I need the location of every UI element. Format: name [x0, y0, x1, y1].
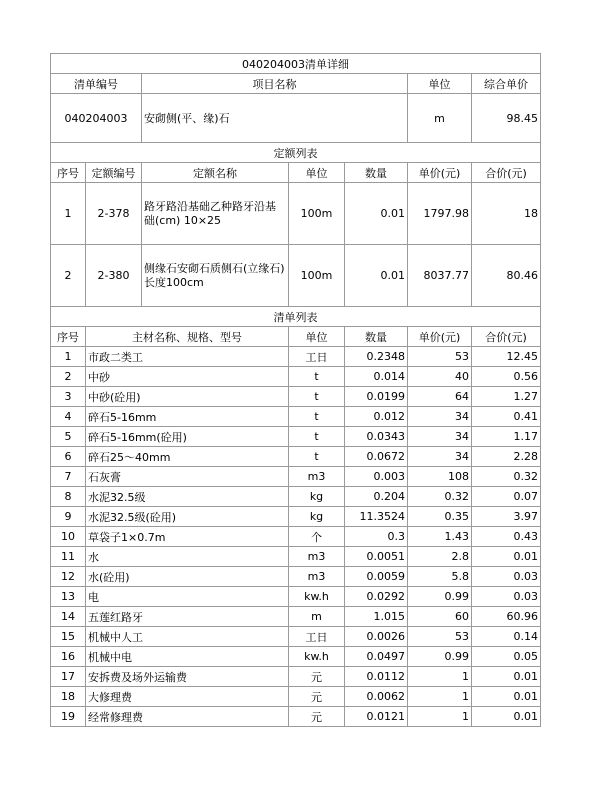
material-price: 34 [408, 447, 472, 467]
material-name: 草袋子1×0.7m [86, 527, 289, 547]
material-price: 2.8 [408, 547, 472, 567]
quota-total: 80.46 [472, 245, 541, 307]
quota-price: 8037.77 [408, 245, 472, 307]
material-unit: kw.h [289, 587, 345, 607]
quota-row [51, 183, 541, 245]
material-no: 13 [51, 587, 86, 607]
material-price: 1.43 [408, 527, 472, 547]
material-qty: 0.003 [345, 467, 408, 487]
material-qty: 0.3 [345, 527, 408, 547]
material-qty: 0.0062 [345, 687, 408, 707]
top-data-row [51, 94, 541, 143]
material-unit: 工日 [289, 627, 345, 647]
material-row [51, 547, 541, 567]
material-name: 大修理费 [86, 687, 289, 707]
quota-qty: 0.01 [345, 183, 408, 245]
material-total: 0.07 [472, 487, 541, 507]
material-price: 64 [408, 387, 472, 407]
material-price: 40 [408, 367, 472, 387]
material-total: 0.01 [472, 547, 541, 567]
quota-code: 2-378 [86, 183, 142, 245]
material-row [51, 367, 541, 387]
bill-code: 040204003 [51, 94, 142, 143]
material-price: 0.35 [408, 507, 472, 527]
material-name: 五莲红路牙 [86, 607, 289, 627]
material-qty: 0.0672 [345, 447, 408, 467]
material-row [51, 467, 541, 487]
quota-unit: 100m [289, 183, 345, 245]
item-unit: m [408, 94, 472, 143]
material-qty: 0.0343 [345, 427, 408, 447]
material-no: 18 [51, 687, 86, 707]
material-total: 0.56 [472, 367, 541, 387]
material-price: 53 [408, 627, 472, 647]
material-row [51, 587, 541, 607]
material-name: 水 [86, 547, 289, 567]
material-total: 1.17 [472, 427, 541, 447]
material-unit: t [289, 447, 345, 467]
material-price: 108 [408, 467, 472, 487]
material-name: 碎石5-16mm [86, 407, 289, 427]
quota-name: 侧缘石安砌石质侧石(立缘石) 长度100cm [142, 245, 289, 307]
quota-name: 路牙路沿基础乙种路牙沿基础(cm) 10×25 [142, 183, 289, 245]
material-unit: kw.h [289, 647, 345, 667]
material-no: 19 [51, 707, 86, 727]
material-qty: 0.0026 [345, 627, 408, 647]
material-no: 7 [51, 467, 86, 487]
quota-row [51, 245, 541, 307]
material-total: 2.28 [472, 447, 541, 467]
material-row [51, 507, 541, 527]
header-item-name: 项目名称 [142, 74, 408, 94]
material-price: 5.8 [408, 567, 472, 587]
material-no: 6 [51, 447, 86, 467]
material-qty: 1.015 [345, 607, 408, 627]
material-no: 12 [51, 567, 86, 587]
material-qty: 0.0059 [345, 567, 408, 587]
material-total: 1.27 [472, 387, 541, 407]
item-name: 安砌侧(平、缘)石 [142, 94, 408, 143]
material-total: 0.14 [472, 627, 541, 647]
material-row [51, 647, 541, 667]
material-name: 碎石5-16mm(砼用) [86, 427, 289, 447]
quota-header-name: 定额名称 [142, 163, 289, 183]
material-unit: 元 [289, 707, 345, 727]
material-unit: 工日 [289, 347, 345, 367]
material-price: 0.99 [408, 587, 472, 607]
material-no: 8 [51, 487, 86, 507]
material-total: 0.41 [472, 407, 541, 427]
quota-total: 18 [472, 183, 541, 245]
material-unit: 元 [289, 667, 345, 687]
material-unit: t [289, 387, 345, 407]
quota-header-price: 单价(元) [408, 163, 472, 183]
material-unit: 个 [289, 527, 345, 547]
material-row [51, 567, 541, 587]
bill-detail-sheet [50, 53, 540, 727]
bill-detail-table [50, 53, 541, 727]
material-unit: t [289, 367, 345, 387]
material-qty: 0.0292 [345, 587, 408, 607]
quota-header-qty: 数量 [345, 163, 408, 183]
material-total: 0.32 [472, 467, 541, 487]
material-row [51, 407, 541, 427]
material-unit: m [289, 607, 345, 627]
material-row [51, 527, 541, 547]
material-no: 9 [51, 507, 86, 527]
material-name: 电 [86, 587, 289, 607]
material-qty: 0.014 [345, 367, 408, 387]
material-name: 经常修理费 [86, 707, 289, 727]
material-price: 34 [408, 427, 472, 447]
material-total: 0.03 [472, 567, 541, 587]
materials-header-name: 主材名称、规格、型号 [86, 327, 289, 347]
material-price: 0.32 [408, 487, 472, 507]
quota-header-code: 定额编号 [86, 163, 142, 183]
material-qty: 0.0497 [345, 647, 408, 667]
materials-header-unit: 单位 [289, 327, 345, 347]
material-no: 15 [51, 627, 86, 647]
quota-header-row [51, 163, 541, 183]
material-qty: 0.2348 [345, 347, 408, 367]
material-row [51, 667, 541, 687]
material-total: 0.01 [472, 707, 541, 727]
material-price: 53 [408, 347, 472, 367]
materials-header-total: 合价(元) [472, 327, 541, 347]
material-row [51, 427, 541, 447]
item-unit-price: 98.45 [472, 94, 541, 143]
material-qty: 0.0121 [345, 707, 408, 727]
material-unit: t [289, 427, 345, 447]
quota-section-title: 定额列表 [51, 143, 541, 163]
top-header-row [51, 74, 541, 94]
material-qty: 0.012 [345, 407, 408, 427]
quota-qty: 0.01 [345, 245, 408, 307]
material-name: 水泥32.5级 [86, 487, 289, 507]
material-unit: kg [289, 487, 345, 507]
materials-header-no: 序号 [51, 327, 86, 347]
material-price: 0.99 [408, 647, 472, 667]
material-price: 60 [408, 607, 472, 627]
material-total: 3.97 [472, 507, 541, 527]
material-name: 中砂(砼用) [86, 387, 289, 407]
material-name: 机械中人工 [86, 627, 289, 647]
material-qty: 0.0112 [345, 667, 408, 687]
material-name: 碎石25～40mm [86, 447, 289, 467]
material-row [51, 687, 541, 707]
material-unit: t [289, 407, 345, 427]
material-unit: m3 [289, 567, 345, 587]
material-row [51, 627, 541, 647]
quota-no: 2 [51, 245, 86, 307]
material-name: 机械中电 [86, 647, 289, 667]
quota-unit: 100m [289, 245, 345, 307]
header-unit-price: 综合单价 [472, 74, 541, 94]
material-unit: m3 [289, 547, 345, 567]
material-row [51, 347, 541, 367]
material-qty: 11.3524 [345, 507, 408, 527]
quota-price: 1797.98 [408, 183, 472, 245]
material-unit: 元 [289, 687, 345, 707]
material-no: 1 [51, 347, 86, 367]
material-qty: 0.0199 [345, 387, 408, 407]
material-qty: 0.0051 [345, 547, 408, 567]
material-row [51, 707, 541, 727]
material-no: 16 [51, 647, 86, 667]
material-price: 1 [408, 667, 472, 687]
material-row [51, 447, 541, 467]
material-name: 安拆费及场外运输费 [86, 667, 289, 687]
materials-header-row [51, 327, 541, 347]
material-no: 5 [51, 427, 86, 447]
materials-header-qty: 数量 [345, 327, 408, 347]
quota-header-total: 合价(元) [472, 163, 541, 183]
material-price: 34 [408, 407, 472, 427]
quota-header-no: 序号 [51, 163, 86, 183]
material-row [51, 607, 541, 627]
material-name: 水泥32.5级(砼用) [86, 507, 289, 527]
material-unit: m3 [289, 467, 345, 487]
page-title: 040204003清单详细 [51, 54, 541, 74]
quota-code: 2-380 [86, 245, 142, 307]
material-name: 中砂 [86, 367, 289, 387]
material-name: 水(砼用) [86, 567, 289, 587]
material-total: 12.45 [472, 347, 541, 367]
material-total: 60.96 [472, 607, 541, 627]
material-total: 0.43 [472, 527, 541, 547]
materials-header-price: 单价(元) [408, 327, 472, 347]
material-name: 石灰膏 [86, 467, 289, 487]
quota-header-unit: 单位 [289, 163, 345, 183]
material-price: 1 [408, 687, 472, 707]
header-bill-code: 清单编号 [51, 74, 142, 94]
material-no: 3 [51, 387, 86, 407]
material-no: 2 [51, 367, 86, 387]
material-no: 4 [51, 407, 86, 427]
material-name: 市政二类工 [86, 347, 289, 367]
material-total: 0.01 [472, 687, 541, 707]
quota-no: 1 [51, 183, 86, 245]
material-row [51, 387, 541, 407]
material-unit: kg [289, 507, 345, 527]
material-price: 1 [408, 707, 472, 727]
material-total: 0.03 [472, 587, 541, 607]
materials-section-title: 清单列表 [51, 307, 541, 327]
material-no: 17 [51, 667, 86, 687]
material-no: 10 [51, 527, 86, 547]
material-no: 14 [51, 607, 86, 627]
material-no: 11 [51, 547, 86, 567]
material-qty: 0.204 [345, 487, 408, 507]
material-total: 0.01 [472, 667, 541, 687]
material-row [51, 487, 541, 507]
material-total: 0.05 [472, 647, 541, 667]
header-unit: 单位 [408, 74, 472, 94]
